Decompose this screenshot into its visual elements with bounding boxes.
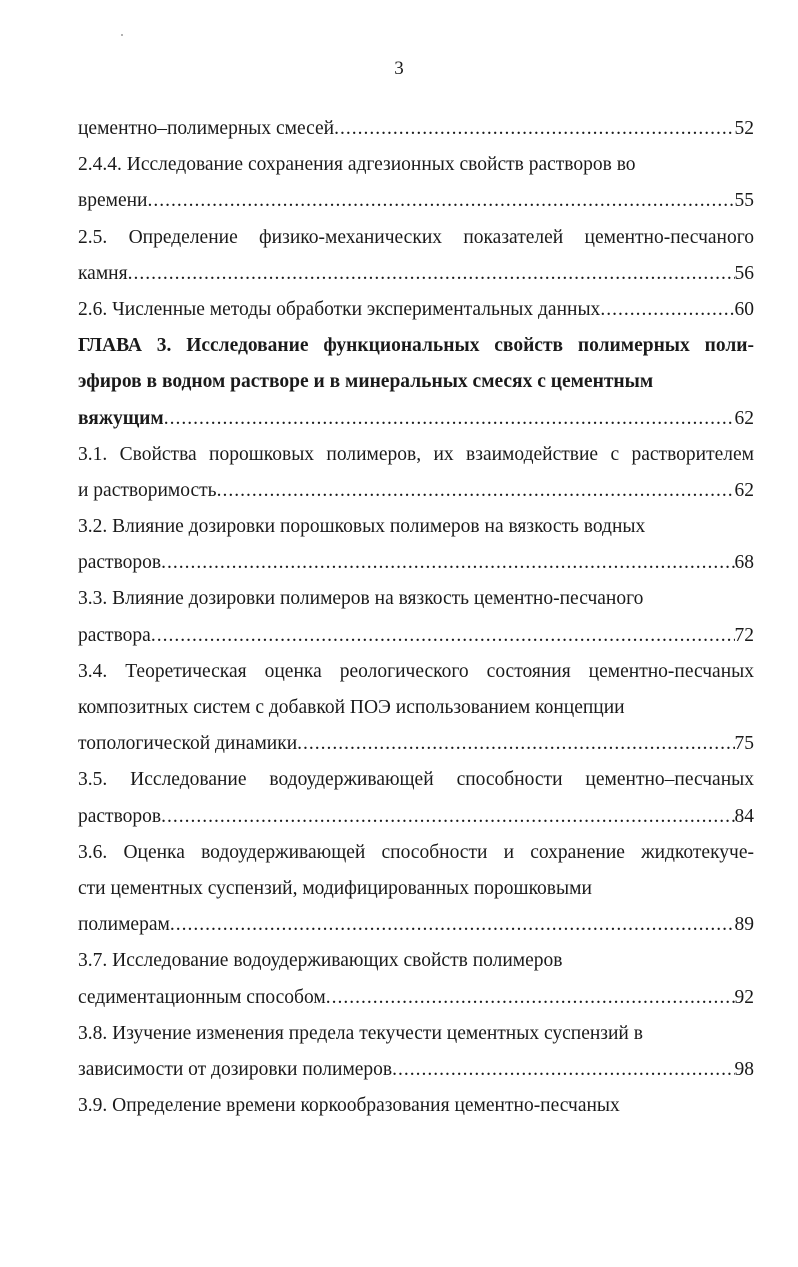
toc-chapter-text: вяжущим <box>78 407 164 429</box>
toc-page-number: 89 <box>734 914 754 936</box>
toc-entry-text: 3.6. Оценка водоудерживающей способности и сохранение жидкотекуче- <box>78 841 754 863</box>
toc-entry-text: 2.5. Определение физико-механических показателей цементно-песчаного <box>78 226 754 248</box>
toc-leader-dots <box>161 545 734 581</box>
toc-line <box>78 509 754 545</box>
toc-entry-text: 3.4. Теоретическая оценка реологического состояния цементно-песчаных <box>78 660 754 682</box>
toc-line <box>78 835 754 871</box>
toc-page-number: 92 <box>734 986 754 1008</box>
toc-line <box>78 799 754 835</box>
toc-chapter-line <box>78 364 754 400</box>
toc-chapter-text: эфиров в водном растворе и в минеральных смесях с цементным <box>78 371 654 393</box>
toc-line <box>78 581 754 617</box>
toc-page-number: 72 <box>734 624 754 646</box>
toc-line <box>78 943 754 979</box>
toc-entry-text: сти цементных суспензий, модифицированных порошковыми <box>78 877 592 899</box>
toc-entry-text: 3.1. Свойства порошковых полимеров, их взаимодействие с растворителем <box>78 443 754 465</box>
toc-line <box>78 473 754 509</box>
toc-entry-text: 3.3. Влияние дозировки полимеров на вязкость цементно-песчаного <box>78 588 644 610</box>
toc-page-number: 55 <box>734 190 754 212</box>
toc-line <box>78 654 754 690</box>
toc-line <box>78 618 754 654</box>
toc-entry-text: седиментационным способом <box>78 986 326 1008</box>
toc-entry-text: растворов <box>78 552 162 574</box>
toc-entry-text: времени <box>78 190 148 212</box>
table-of-contents <box>78 111 754 1124</box>
toc-entry-text: 2.4.4. Исследование сохранения адгезионных свойств растворов во <box>78 154 636 176</box>
toc-page-number: 98 <box>734 1058 754 1080</box>
toc-line <box>78 437 754 473</box>
toc-leader-dots <box>326 980 735 1016</box>
toc-page-number: 68 <box>734 552 754 574</box>
toc-line <box>78 726 754 762</box>
toc-entry-text: композитных систем с добавкой ПОЭ использованием концепции <box>78 697 625 718</box>
toc-entry-text: раствора <box>78 624 151 646</box>
toc-leader-dots <box>151 618 735 654</box>
toc-line <box>78 762 754 798</box>
toc-line <box>78 111 754 147</box>
toc-entry-text: растворов <box>78 805 162 827</box>
toc-entry-text: и растворимость <box>78 479 217 501</box>
toc-entry-text: цементно–полимерных смесей <box>78 118 335 139</box>
scan-speck <box>121 34 123 36</box>
toc-leader-dots <box>164 401 735 437</box>
toc-chapter-text: ГЛАВА 3. Исследование функциональных свойств полимерных поли- <box>78 335 754 357</box>
toc-entry-text: 3.9. Определение времени коркообразования цементно-песчаных <box>78 1095 620 1117</box>
toc-page-number: 60 <box>734 298 754 320</box>
toc-chapter-line <box>78 328 754 364</box>
toc-line <box>78 292 754 328</box>
toc-line <box>78 545 754 581</box>
toc-line <box>78 147 754 183</box>
toc-leader-dots <box>128 256 735 292</box>
toc-page-number: 62 <box>734 479 754 501</box>
toc-entry-text: 3.5. Исследование водоудерживающей способности цементно–песчаных <box>78 769 754 791</box>
toc-chapter-line <box>78 401 754 437</box>
toc-leader-dots <box>161 799 734 835</box>
toc-page-number: 56 <box>734 262 754 284</box>
toc-entry-text: 3.8. Изучение изменения предела текучести цементных суспензий в <box>78 1022 643 1044</box>
toc-line <box>78 183 754 219</box>
toc-leader-dots <box>600 292 734 328</box>
toc-entry-text: камня <box>78 262 128 284</box>
toc-line <box>78 220 754 256</box>
page-number: 3 <box>394 58 404 79</box>
toc-entry-text: 3.7. Исследование водоудерживающих свойств полимеров <box>78 950 563 972</box>
toc-page-number: 75 <box>734 733 754 755</box>
toc-entry-text: 3.2. Влияние дозировки порошковых полимеров на вязкость водных <box>78 516 646 538</box>
toc-page-number: 84 <box>734 805 754 827</box>
toc-entry-text: зависимости от дозировки полимеров <box>78 1058 393 1080</box>
toc-line <box>78 1088 754 1124</box>
toc-line <box>78 256 754 292</box>
toc-leader-dots <box>170 907 735 943</box>
toc-line <box>78 907 754 943</box>
toc-line <box>78 690 754 726</box>
toc-entry-text: полимерам <box>78 914 170 936</box>
toc-entry-text: 2.6. Численные методы обработки экспериментальных данных <box>78 298 601 320</box>
toc-leader-dots <box>217 473 735 509</box>
toc-leader-dots <box>392 1052 734 1088</box>
toc-leader-dots <box>147 183 734 219</box>
toc-leader-dots <box>334 111 734 147</box>
toc-line <box>78 1052 754 1088</box>
toc-leader-dots <box>297 726 734 762</box>
toc-line <box>78 980 754 1016</box>
toc-page-number: 52 <box>734 118 754 139</box>
toc-entry-text: топологической динамики <box>78 733 298 755</box>
toc-page-number: 62 <box>734 407 754 429</box>
toc-line <box>78 871 754 907</box>
toc-line <box>78 1016 754 1052</box>
